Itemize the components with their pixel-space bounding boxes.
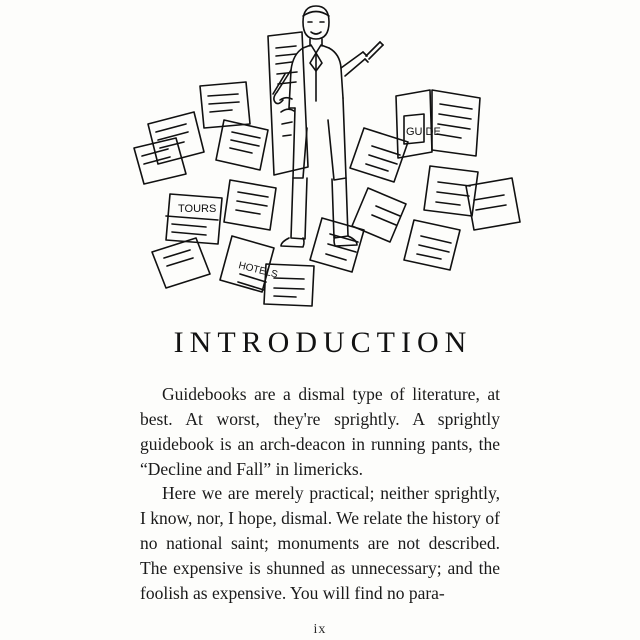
figure-collar — [303, 39, 329, 53]
paper-right-book-guide — [396, 90, 480, 158]
illustration-man-with-flying-guidebooks — [0, 0, 640, 318]
page-title: INTRODUCTION — [173, 326, 473, 359]
paper-left-5 — [224, 180, 276, 230]
figure-head — [303, 6, 329, 39]
paper-label-guide: GUIDE — [406, 126, 441, 138]
long-paper-strip — [268, 32, 308, 175]
paper-label-tours: TOURS — [178, 203, 217, 215]
figure-body — [281, 48, 357, 247]
paper-label-hotels: HOTELS — [237, 260, 279, 281]
paper-right-3 — [352, 188, 406, 242]
paper-tours — [166, 194, 222, 244]
paper-left-2 — [134, 138, 186, 184]
figure-arm-with-pen — [341, 42, 383, 76]
paper-left-4 — [216, 120, 268, 170]
page-folio: ix — [313, 622, 327, 637]
paper-right-1 — [350, 128, 408, 182]
introduction-body — [140, 382, 500, 606]
paper-left-3 — [200, 82, 250, 128]
paragraph-2: Here we are merely practical; neither sprightly, I know, nor, I hope, dismal. We relate the history of no national saint; monuments are not described. The expensive is shunned as unnecessary; and the foolish as expensive. You will find no para- — [140, 483, 500, 603]
paper-right-4 — [404, 220, 460, 270]
paragraph-1: Guidebooks are a dismal type of literature, at best. At worst, they're sprightly. A sprightly guidebook is an arch-deacon in running pants, the “Decline and Fall” in limericks. — [140, 384, 500, 479]
paper-left-6 — [152, 238, 210, 288]
